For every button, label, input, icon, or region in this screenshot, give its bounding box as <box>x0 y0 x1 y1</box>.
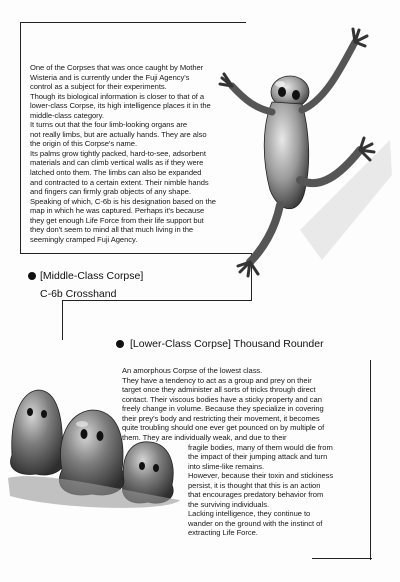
lower-class-bullet <box>116 340 124 348</box>
crosshand-eye-right <box>292 90 300 100</box>
middle-class-bullet <box>28 272 36 280</box>
background-brush-stroke <box>300 140 392 260</box>
slime-rounder-left <box>11 390 64 475</box>
rounder-description: An amorphous Corpse of the lowest class. They have a tendency to act as a group and prey on their target once they administer all sorts of tricks through direct contact. Their viscous bodies have a sticky property and can freely change in volume. Because they specialize in covering their prey's body and restricting their movement, it becomes quite troubling should one ever get pounced on by multiple of them. They are individually weak, and due to their <box>122 366 325 442</box>
crosshand-description: One of the Corpses that was once caught by Mother Wisteria and is currently under the Fuji Agency's control as a subject for their experiments. Though its biological information is closer to that of a lower-class Corpse, its high intelligence places it in the middle-class category. It turns out that the four limb-looking organs are not really limbs, but are actually hands. They are also the origin of this Corpse's name. Its palms grow tightly packed, hard-to-see, adsorbent materials and can climb vertical walls as if they were latched onto them. The limbs can also be expanded and contracted to a certain extent. Their nimble hands and fingers can firmly grab objects of any shape. Speaking of which, C-6b is his designation based on the map in which he was captured. Perhaps it's because they get enough Life Force from their life support but they don't seem to mind all that much living in the seemingly cramped Fuji Agency. <box>30 63 216 244</box>
lower-class-heading: [Lower-Class Corpse] Thousand Rounder <box>130 338 324 350</box>
rounder-description-continued: fragile bodies, many of them would die from the impact of their jumping attack and turn into slime-like remains. However, because their toxin and stickiness persist, it is thought that this is an action that encourages predatory behavior from the surviving individuals. Lacking intelligence, they continue to wander on the ground with the instinct of extracting Life Force. <box>188 442 334 538</box>
middle-class-heading: [Middle-Class Corpse] <box>40 270 144 282</box>
crosshand-limb-upper-right <box>302 42 355 110</box>
crosshand-name: C-6b Crosshand <box>40 288 117 300</box>
crosshand-eye-left <box>278 87 286 97</box>
crosshand-body <box>264 102 308 209</box>
